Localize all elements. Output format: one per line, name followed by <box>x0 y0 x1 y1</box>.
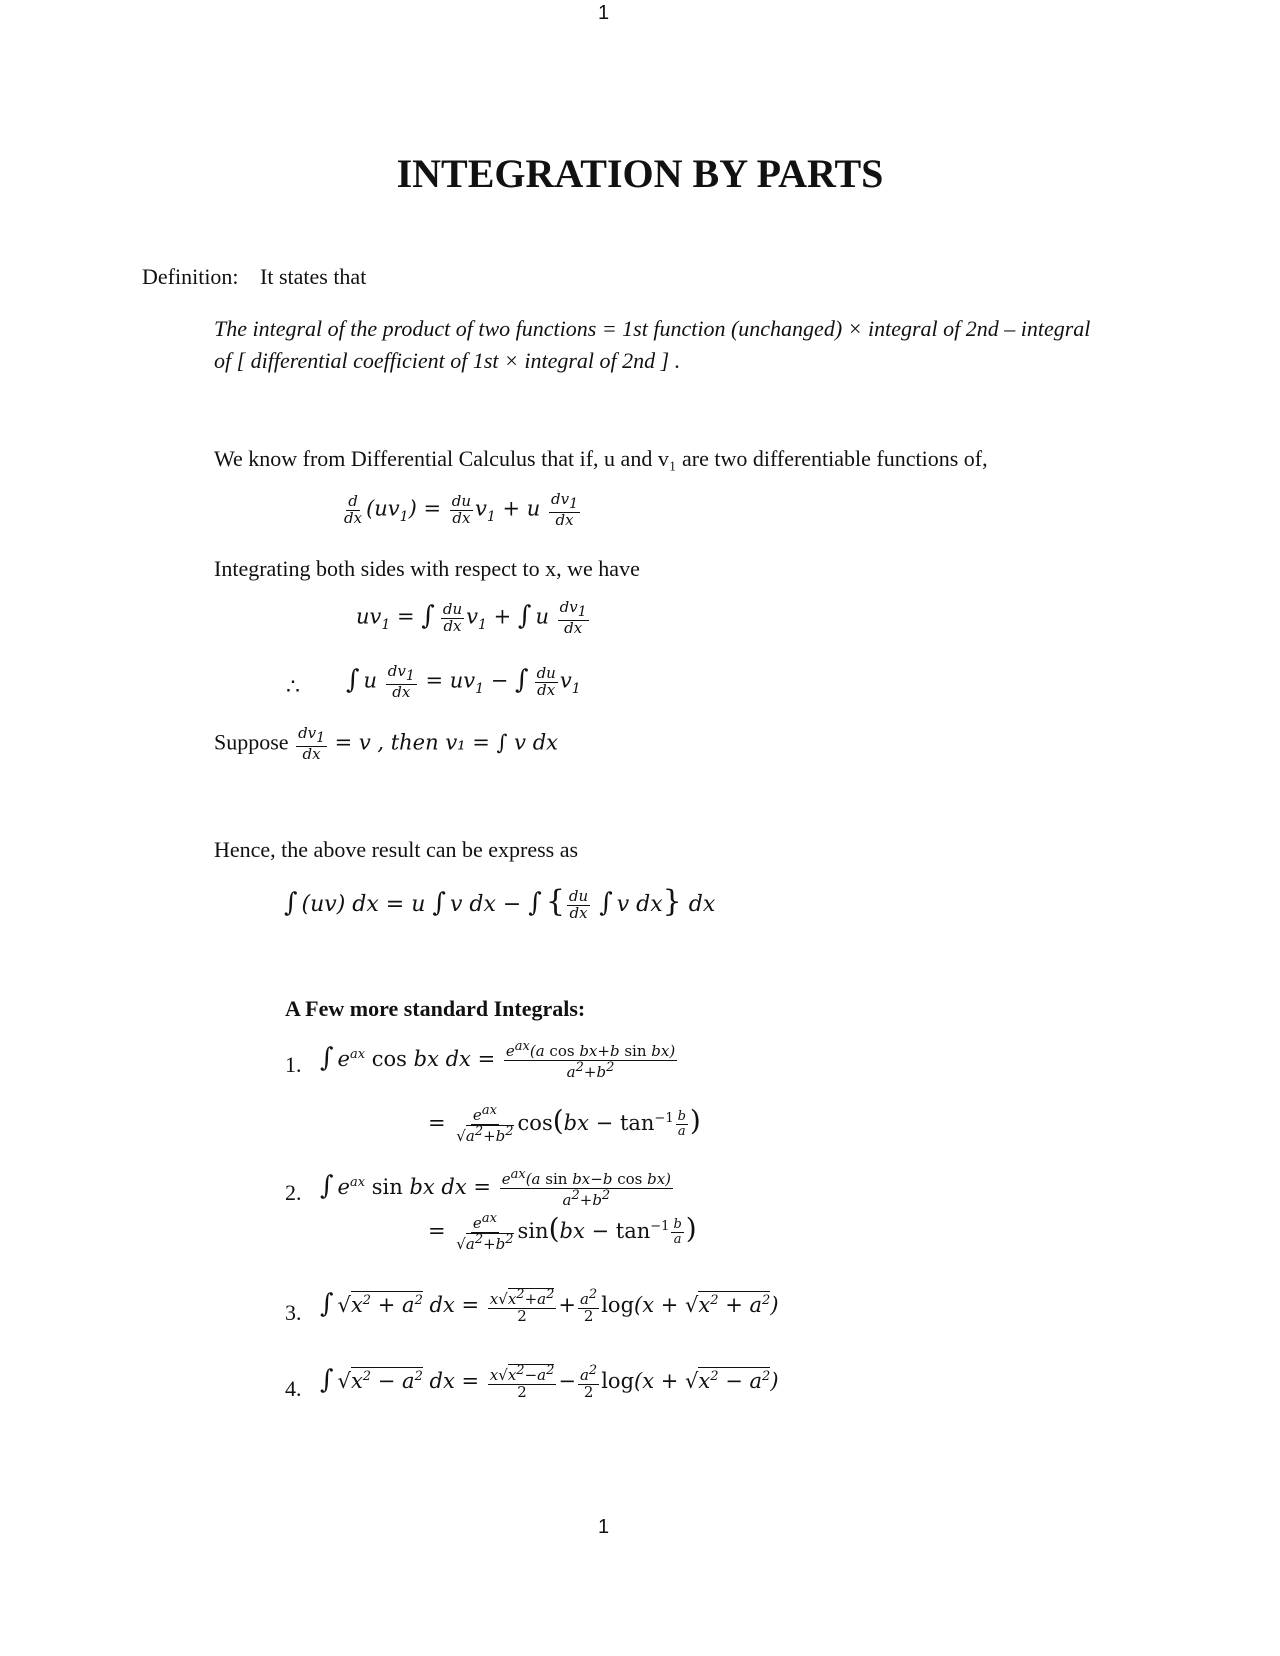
integral-item-3-number: 3. <box>285 1300 302 1325</box>
page-number-top: 1 <box>598 2 610 24</box>
definition-label: Definition: <box>142 264 239 289</box>
definition-statement-line2: of [ differential coefficient of 1st × integral of 2nd ] . <box>214 348 681 373</box>
by-parts-formula: ∫ (uv) dx = u ∫ v dx − ∫ { $\frac{du}{dx}$ ∫ v dx} dx <box>284 884 716 922</box>
integral-item-1-number: 1. <box>285 1052 302 1077</box>
definition-lead: It states that <box>260 264 367 289</box>
derivation-intro: We know from Differential Calculus that if, u and v₁ are two differentiable functions of, <box>214 446 988 471</box>
standard-integrals-heading: A Few more standard Integrals: <box>285 996 586 1021</box>
product-rule-equation: $\frac{d}{dx}$ $(uv_1)$ = $\frac{du}{dx}$ $v_1 + u$ $\frac{dv1}{dx}$ <box>344 490 578 529</box>
integral-item-1-formula: ∫ $e^{ax}$ cos bx dx = $\frac{\text{eax(a cos bx+b sin bx)}}{a2+b2}$ <box>320 1039 676 1081</box>
derivation-hence: Hence, the above result can be express as <box>214 837 579 862</box>
integral-item-2-formula: ∫ $e^{ax}$ sin bx dx = $\frac{\text{eax(a sin bx−b cos bx)}}{a2+b2}$ <box>320 1167 672 1209</box>
therefore-symbol: ∴ <box>286 674 300 699</box>
integral-item-4-number: 4. <box>285 1376 302 1401</box>
page-title: INTEGRATION BY PARTS <box>396 151 884 196</box>
integral-item-1-alt-formula: = $\frac{\text{eax}}{√a2+b2}$ $\cos(bx - \tan^{-1}$ $\frac{b}{a}$ ) <box>428 1103 701 1145</box>
integrated-equation: $uv_1$ = ∫ $\frac{du}{dx}$ $v_1$ + ∫ u $\frac{dv1}{dx}$ <box>356 598 587 637</box>
suppose-fraction: $\frac{dv1}{dx}$ <box>298 724 326 763</box>
integral-item-2-number: 2. <box>285 1180 302 1205</box>
definition-statement-line1: The integral of the product of two functions = 1st function (unchanged) × integral of 2nd – integral <box>214 316 1091 341</box>
suppose-line <box>214 726 558 762</box>
suppose-then: = v , then v₁ = ∫ v dx <box>334 730 558 755</box>
page-number-bottom: 1 <box>598 1516 610 1538</box>
suppose-label: Suppose <box>214 729 289 755</box>
derivation-integrating: Integrating both sides with respect to x, we have <box>214 556 640 581</box>
rearranged-equation: ∫ u $\frac{dv1}{dx}$ = $uv_1$ − ∫ $\frac{du}{dx}$ $v_1$ <box>346 662 581 701</box>
integral-item-2-alt-formula: = $\frac{\text{eax}}{√a2+b2}$ $\sin(bx - \tan^{-1}$ $\frac{b}{a}$ ) <box>428 1211 697 1253</box>
integral-item-3-formula: ∫ $√x^2 + a^2$ dx = $\frac{x√x2+a2}{2}$ + $\frac{a2}{2}$ $\log(x + √x^2 + a^2)$ <box>320 1287 779 1325</box>
integral-item-4-formula: ∫ $√x^2 - a^2$ dx = $\frac{x√x2-a2}{2}$ − $\frac{a2}{2}$ $\log(x + √x^2 - a^2)$ <box>320 1363 779 1401</box>
